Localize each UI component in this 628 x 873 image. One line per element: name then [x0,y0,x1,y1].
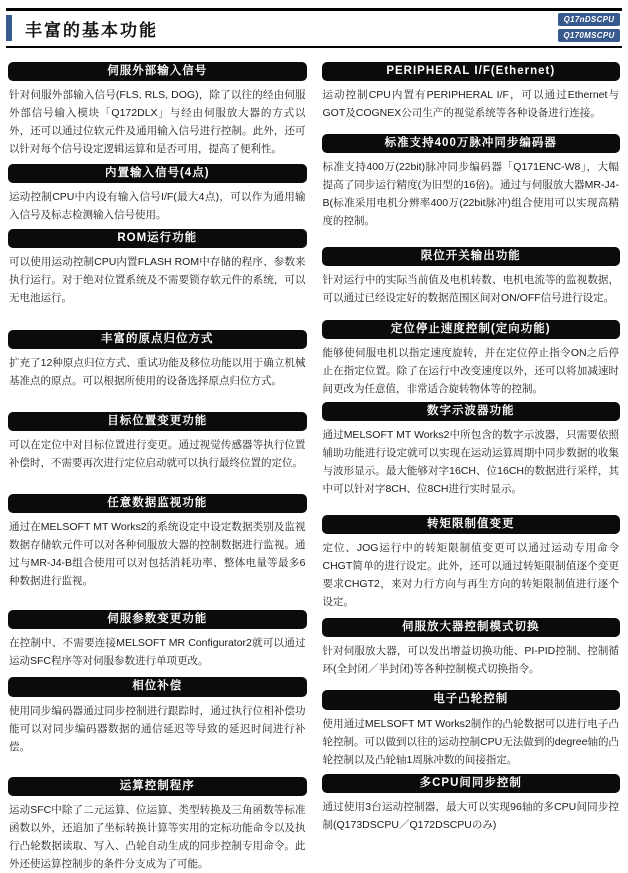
feature-built-in-input-signals [8,164,307,224]
feature-body: 针对伺服外部输入信号(FLS, RLS, DOG)，除了以往的经由伺服外部信号输入模块「Q172DLX」与经由伺服放大器的方式以外，还可以通过位软元件及通用输入信号进行控制。此外，还可以针对每个信号设定逻辑运算和是否可用，提高了便利性。 [9,89,306,156]
feature-body: 运动控制CPU中内设有输入信号I/F(最大4点)，可以作为通用输入信号及标志检测输入信号使用。 [9,191,306,222]
feature-body: 运动SFC中除了二元运算、位运算、类型转换及三角函数等标准函数以外，还追加了坐标转换计算等实用的定标功能命令以及执行凸轮数据读取、写入、凸轮自动生成的同步控制专用命令。此外还使运算控制步的条件分支成为了可能。 [9,803,306,870]
feature-title: 伺服外部输入信号 [8,62,307,81]
feature-title: 转矩限制值变更 [322,515,621,534]
feature-multi-cpu-sync-control [322,774,621,834]
feature-torque-limit-change [322,515,621,611]
feature-servo-parameter-change [8,610,307,670]
feature-title: 内置输入信号(4点) [8,164,307,183]
feature-title: PERIPHERAL I/F(Ethernet) [322,62,621,81]
feature-title: 伺服放大器控制模式切换 [322,618,621,637]
feature-title: ROM运行功能 [8,229,307,248]
feature-body: 针对运行中的实际当前值及电机转数、电机电流等的监视数据，可以通过已经设定好的数据范围区间对ON/OFF信号进行设定。 [322,274,619,305]
feature-body: 定位、JOG运行中的转矩限制值变更可以通过运动专用命令CHGT简单的进行设定。此外，还可以通过转矩限制值逐个变更要求CHGT2，来对力行方向与再生方向的转矩限制值进行逐个设定。 [322,542,619,609]
feature-operation-control-program [8,777,307,873]
feature-title: 丰富的原点归位方式 [8,330,307,349]
feature-peripheral-if-ethernet [322,62,621,122]
feature-title: 电子凸轮控制 [322,690,621,709]
feature-electronic-cam-control [322,690,621,768]
feature-title: 限位开关输出功能 [322,247,621,266]
right-column [322,62,621,873]
feature-optional-data-monitor [8,494,307,590]
page-header [6,8,622,48]
feature-digital-oscilloscope [322,402,621,498]
feature-title: 数字示波器功能 [322,402,621,421]
feature-phase-compensation [8,677,307,755]
feature-servo-amp-control-mode-switch [322,618,621,678]
feature-home-position-return [8,330,307,390]
feature-body: 可以在定位中对目标位置进行变更。通过视觉传感器等执行位置补偿时，不需要再次进行定位启动就可以执行最终位置的定位。 [9,439,306,470]
feature-body: 针对伺服放大器，可以发出增益切换功能、PI-PID控制、控制循环(全封闭／半封闭)等各种控制模式切换指令。 [322,645,619,676]
feature-title: 相位补偿 [8,677,307,696]
feature-title: 伺服参数变更功能 [8,610,307,629]
feature-body: 能够使伺服电机以指定速度旋转，并在定位停止指令ON之后停止在指定位置。除了在运行中改变速度以外，还可以将加减速时间更改为任意值，非常适合旋转物体等的控制。 [322,347,619,396]
feature-title: 标准支持400万脉冲同步编码器 [322,134,621,153]
cpu-badge-q170mscpu: Q170MSCPU [558,29,620,42]
feature-body: 在控制中、不需要连接MELSOFT MR Configurator2就可以通过运动SFC程序等对伺服参数进行单项更改。 [9,637,306,668]
feature-title: 目标位置变更功能 [8,412,307,431]
feature-title: 多CPU间同步控制 [322,774,621,793]
feature-body: 标准支持400万(22bit)脉冲同步编码器「Q171ENC-W8」，大幅提高了同步运行精度(为旧型的16倍)。通过与伺服放大器MR-J4-B(标准采用电机分辨率400万(22bit脉冲)组合使用可以实现高精度的控制。 [322,161,619,228]
feature-target-position-change [8,412,307,472]
feature-body: 使用同步编码器通过同步控制进行跟踪时，通过执行位相补偿功能可以对同步编码器数据的通信延迟等导致的延迟时间进行补偿。 [9,704,306,753]
feature-body: 扩充了12种原点归位方式、重试功能及移位功能以用于确立机械基准点的原点。可以根据所使用的设备选择原点归位方式。 [9,357,306,388]
feature-servo-external-input-signals [8,62,307,158]
cpu-model-badges [558,13,620,42]
feature-body: 通过在MELSOFT MT Works2的系统设定中设定数据类别及监视数据存储软元件可以对各种伺服放大器的控制数据进行监视。通过与MR-J4-B组合使用可以对包括消耗功率、整体电量等最多6种数据进行监视。 [9,521,306,588]
feature-body: 使用通过MELSOFT MT Works2制作的凸轮数据可以进行电子凸轮控制。可以做到以往的运动控制CPU无法做到的degree轴的凸轮控制以及凸轮轴1周脉冲数的间接指定。 [322,717,619,766]
feature-columns [6,62,622,873]
feature-body: 通过MELSOFT MT Works2中所包含的数字示波器，只需要依照辅助功能进行设定就可以实现在运动运算周期中同步数据的收集与波形显示。最大能够对字16CH、位16CH的数据进行采样，其中可以针对字8CH、位8CH进行实时显示。 [322,429,619,496]
left-column [8,62,307,873]
feature-limit-switch-output [322,247,621,307]
cpu-badge-q17ndscpu: Q17nDSCPU [558,13,620,26]
page-title: 丰富的基本功能 [25,20,158,40]
feature-body: 运动控制CPU内置有PERIPHERAL I/F，可以通过Ethernet与GOT及COGNEX公司生产的视觉系统等各种设备进行连接。 [322,89,619,120]
feature-title: 定位停止速度控制(定向功能) [322,320,621,339]
feature-title: 任意数据监视功能 [8,494,307,513]
feature-speed-control-orientation [322,320,621,398]
feature-rom-operation [8,229,307,307]
feature-title: 运算控制程序 [8,777,307,796]
feature-4m-pulse-sync-encoder [322,134,621,230]
feature-body: 可以使用运动控制CPU内置FLASH ROM中存储的程序、参数来执行运行。对于绝对位置系统及不需要锁存软元件的系统，可以无电池运行。 [9,256,306,305]
feature-body: 通过使用3台运动控制器，最大可以实现96轴的多CPU间同步控制(Q173DSCPU／Q172DSCPUのみ) [322,800,619,831]
title-accent-bar [6,15,12,41]
